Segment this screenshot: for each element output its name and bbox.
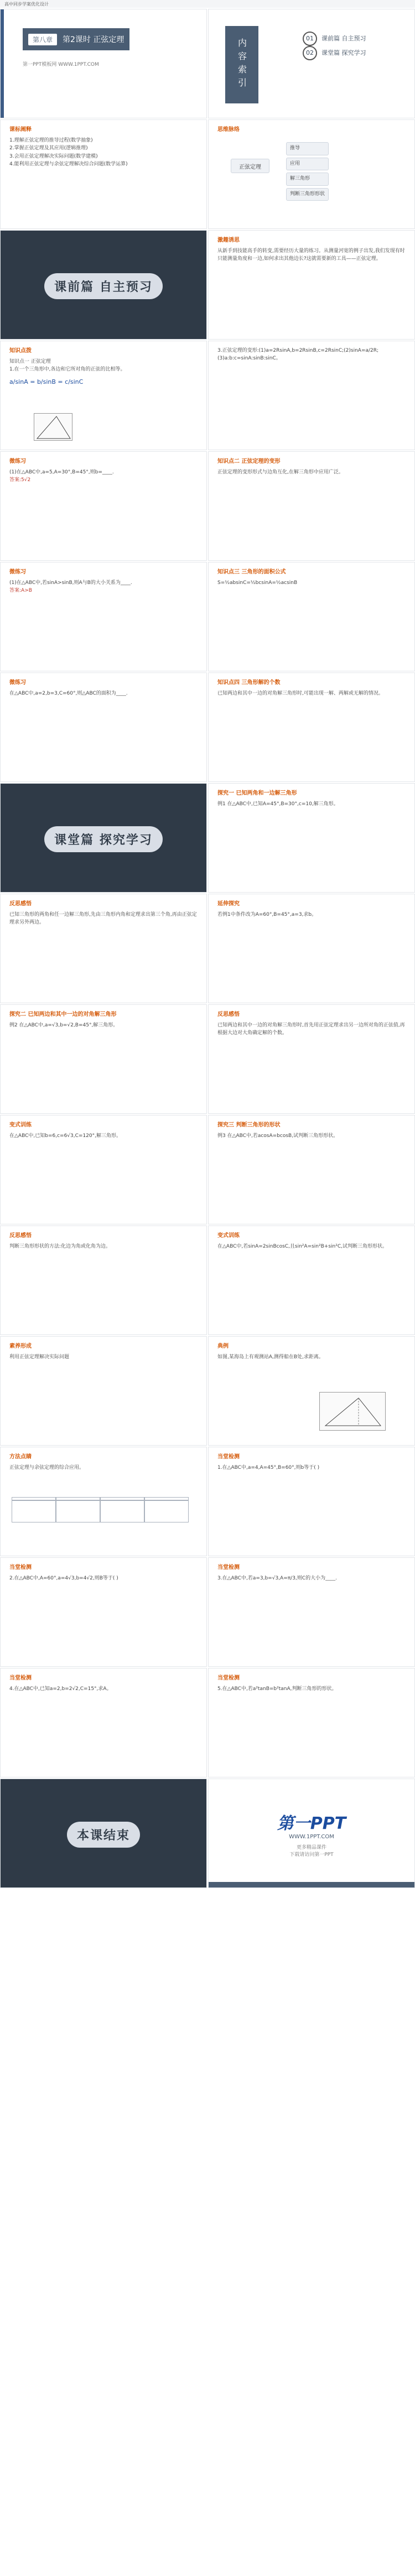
objectives-heading: 课标阐释	[9, 127, 32, 133]
objective-item: 3.会用正弦定理解决实际问题(数学建模)	[9, 153, 98, 159]
slide-practice1	[0, 451, 207, 561]
slide-mindmap	[208, 119, 415, 229]
test4-heading: 当堂检测	[9, 1675, 32, 1681]
test4-question: 4.在△ABC中,已知a=2,b=2√2,C=15°,求A。	[9, 1686, 112, 1692]
toc-label-1: 课前篇 自主预习	[321, 34, 366, 42]
slide-area-formula	[208, 562, 415, 671]
explore3-heading: 探究三 判断三角形的形状	[217, 1122, 281, 1128]
slide-test4	[0, 1668, 207, 1777]
practice2-question: (1)在△ABC中,若sinA>sinB,则A与B的大小关系为____.	[9, 580, 132, 586]
toc-item-1[interactable]	[303, 32, 366, 46]
slide-test5	[208, 1668, 415, 1777]
reflect3-text: 判断三角形形状的方法:化边为角或化角为边。	[9, 1244, 111, 1249]
solutions-heading: 知识点四 三角形解的个数	[217, 680, 281, 686]
toc-number-1: 01	[303, 32, 317, 46]
accent-bar	[1, 9, 4, 118]
extend1-heading: 延伸探究	[217, 901, 240, 907]
method-table	[12, 1497, 189, 1522]
ppt-logo: 第一PPT	[277, 1813, 346, 1833]
objective-item: 2.掌握正弦定理及其应用(逻辑推理)	[9, 145, 88, 152]
mindmap-heading: 思维脉络	[217, 127, 240, 133]
area-formula: S=½absinC=½bcsinA=½acsinB	[217, 580, 298, 586]
example-diagram	[319, 1392, 386, 1431]
example-text: 如图,某海岛上有观测站A,测得船在B处,求距离。	[217, 1354, 324, 1360]
slide-knowledge2	[208, 451, 415, 561]
lesson-title: 第2课时 正弦定理	[63, 35, 124, 44]
end-title: 本课结束	[67, 1822, 140, 1848]
mindmap-branch: 解三角形	[286, 173, 329, 186]
cover-url: 第一PPT模板网 WWW.1PPT.COM	[23, 62, 99, 67]
slide-intro	[208, 230, 415, 340]
practice3-question: 在△ABC中,a=2,b=3,C=60°,则△ABC的面积为____.	[9, 691, 128, 696]
solutions-text: 已知两边和其中一边的对角解三角形时,可能出现一解、两解或无解的情况。	[217, 691, 383, 696]
reflect3-heading: 反思感悟	[9, 1233, 32, 1239]
explore2-heading: 探究二 已知两边和其中一边的对角解三角形	[9, 1011, 117, 1018]
cover-titlebar	[23, 28, 129, 50]
literacy-heading: 素养形成	[9, 1343, 32, 1349]
area-heading: 知识点三 三角形的面积公式	[217, 569, 286, 575]
test2-heading: 当堂检测	[9, 1565, 32, 1571]
variant1-text: 在△ABC中,已知b=6,c=6√3,C=120°,解三角形。	[9, 1133, 121, 1139]
slide-test3	[208, 1557, 415, 1667]
reflect2-text: 已知两边和其中一边的对角解三角形时,首先用正弦定理求出另一边所对角的正弦值,再根据大边对大角确定解的个数。	[217, 1023, 405, 1036]
section-title-preview: 课前篇 自主预习	[44, 273, 163, 299]
practice-answer: 答案:5√2	[9, 477, 31, 483]
slide-test2	[0, 1557, 207, 1667]
slide-knowledge1	[0, 341, 207, 450]
slide-explore2	[0, 1004, 207, 1114]
slide-variant1	[0, 1115, 207, 1224]
mindmap-branch: 推导	[286, 142, 329, 155]
slide-variants	[208, 341, 415, 450]
mindmap-center: 正弦定理	[231, 159, 269, 173]
reflect1-heading: 反思感悟	[9, 901, 32, 907]
slide-reflect2	[208, 1004, 415, 1114]
logo-site[interactable]: WWW.1PPT.COM	[289, 1833, 334, 1840]
objective-item: 4.能利用正弦定理与余弦定理解决综合问题(数学运算)	[9, 161, 128, 168]
slide-variant2	[208, 1226, 415, 1335]
slide-section-preview	[0, 230, 207, 340]
reflect1-text: 已知三角形的两角和任一边解三角形,先由三角形内角和定理求出第三个角,再由正弦定理求另外两边。	[9, 912, 197, 926]
knowledge-formula: a/sinA = b/sinB = c/sinC	[9, 378, 84, 385]
slide-practice2	[0, 562, 207, 671]
knowledge-heading: 知识点拨	[9, 348, 32, 354]
test5-question: 5.在△ABC中,若a²tanB=b²tanA,判断三角形的形状。	[217, 1686, 337, 1692]
knowledge2-text: 正弦定理的变形形式与边角互化,在解三角形中应用广泛。	[217, 470, 344, 475]
toc-item-2[interactable]	[303, 46, 366, 60]
knowledge-desc: 1.在一个三角形中,各边和它所对角的正弦的比相等。	[9, 367, 126, 373]
practice3-heading: 微练习	[9, 680, 26, 686]
mindmap-branches	[286, 142, 329, 201]
chapter-badge: 第八章	[28, 34, 57, 45]
slide-extend1	[208, 894, 415, 1003]
method-heading: 方法点睛	[9, 1454, 32, 1460]
table-cell	[56, 1500, 100, 1522]
top-banner: 高中同步学案优化设计	[0, 0, 415, 8]
table-cell	[144, 1500, 189, 1522]
test5-heading: 当堂检测	[217, 1675, 240, 1681]
explore2-text: 例2 在△ABC中,a=√3,b=√2,B=45°,解三角形。	[9, 1023, 118, 1028]
variant2-heading: 变式训练	[217, 1233, 240, 1239]
table-cell	[100, 1500, 144, 1522]
extend1-text: 若例1中条件改为A=60°,B=45°,a=3,求b。	[217, 912, 317, 917]
intro-heading: 激趣诱思	[217, 237, 240, 243]
contents-list	[303, 32, 366, 60]
slide-cover	[0, 9, 207, 118]
slide-reflect1	[0, 894, 207, 1003]
test3-heading: 当堂检测	[217, 1565, 240, 1571]
contents-vertical-title: 内容索引	[225, 26, 258, 103]
intro-text: 从新手到技能高手的转变,需要经历大量的练习。从测量河宽的例子出发,我们发现有时只能测量角度和一边,如何求出其他边长?这就需要新的工具——正弦定理。	[217, 248, 405, 262]
mindmap-branch: 应用	[286, 158, 329, 171]
slide-example	[208, 1336, 415, 1446]
slide-solutions-count	[208, 672, 415, 782]
toc-number-2: 02	[303, 46, 317, 60]
practice-question: (1)在△ABC中,a=5,A=30°,B=45°,则b=____.	[9, 470, 114, 475]
knowledge2-heading: 知识点二 正弦定理的变形	[217, 458, 281, 465]
practice2-heading: 微练习	[9, 569, 26, 575]
table-cell	[12, 1500, 56, 1522]
test3-question: 3.在△ABC中,若a=3,b=√3,A=π/3,则C的大小为____.	[217, 1576, 337, 1581]
explore3-text: 例3 在△ABC中,若acosA=bcosB,试判断三角形形状。	[217, 1133, 339, 1139]
example-heading: 典例	[217, 1343, 229, 1349]
slide-test1	[208, 1447, 415, 1556]
objective-item: 1.理解正弦定理的推导过程(数学抽象)	[9, 138, 93, 143]
explore1-text: 例1 在△ABC中,已知A=45°,B=30°,c=10,解三角形。	[217, 801, 339, 807]
slide-explore3	[208, 1115, 415, 1224]
explore1-heading: 探究一 已知两角和一边解三角形	[217, 790, 297, 796]
slide-section-explore	[0, 783, 207, 893]
triangle-figure	[34, 413, 72, 441]
slide-reflect3	[0, 1226, 207, 1335]
test1-question: 1.在△ABC中,a=4,A=45°,B=60°,则b等于( )	[217, 1465, 320, 1470]
logo-footer-strip	[209, 1882, 414, 1887]
section-title-explore: 课堂篇 探究学习	[44, 826, 163, 852]
variant1-heading: 变式训练	[9, 1122, 32, 1128]
reflect2-heading: 反思感悟	[217, 1011, 240, 1018]
slide-objectives	[0, 119, 207, 229]
knowledge-subheading: 知识点一 正弦定理	[9, 359, 51, 364]
practice2-answer: 答案:A>B	[9, 588, 32, 594]
test1-heading: 当堂检测	[217, 1454, 240, 1460]
logo-line: 更多精品课件	[296, 1844, 326, 1850]
slide-logo	[208, 1779, 415, 1888]
variant2-text: 在△ABC中,若sinA=2sinBcosC,且sin²A=sin²B+sin²C,试判断三角形形状。	[217, 1244, 387, 1249]
method-text: 正弦定理与余弦定理的综合应用。	[9, 1465, 85, 1470]
mindmap-branch: 判断三角形形状	[286, 188, 329, 201]
slide-end	[0, 1779, 207, 1888]
logo-line: 下载请访问第一PPT	[289, 1852, 334, 1858]
variants-text: 3.正弦定理的变形:(1)a=2RsinA,b=2RsinB,c=2RsinC;(2)sinA=a/2R;(3)a:b:c=sinA:sinB:sinC。	[217, 348, 379, 362]
slide-literacy	[0, 1336, 207, 1446]
literacy-text: 利用正弦定理解决实际问题	[9, 1354, 70, 1360]
slide-practice3	[0, 672, 207, 782]
test2-question: 2.在△ABC中,A=60°,a=4√3,b=4√2,则B等于( )	[9, 1576, 118, 1581]
slide-contents	[208, 9, 415, 118]
slide-explore1	[208, 783, 415, 893]
practice-heading: 微练习	[9, 458, 26, 465]
slide-method	[0, 1447, 207, 1556]
toc-label-2: 课堂篇 探究学习	[321, 49, 366, 56]
